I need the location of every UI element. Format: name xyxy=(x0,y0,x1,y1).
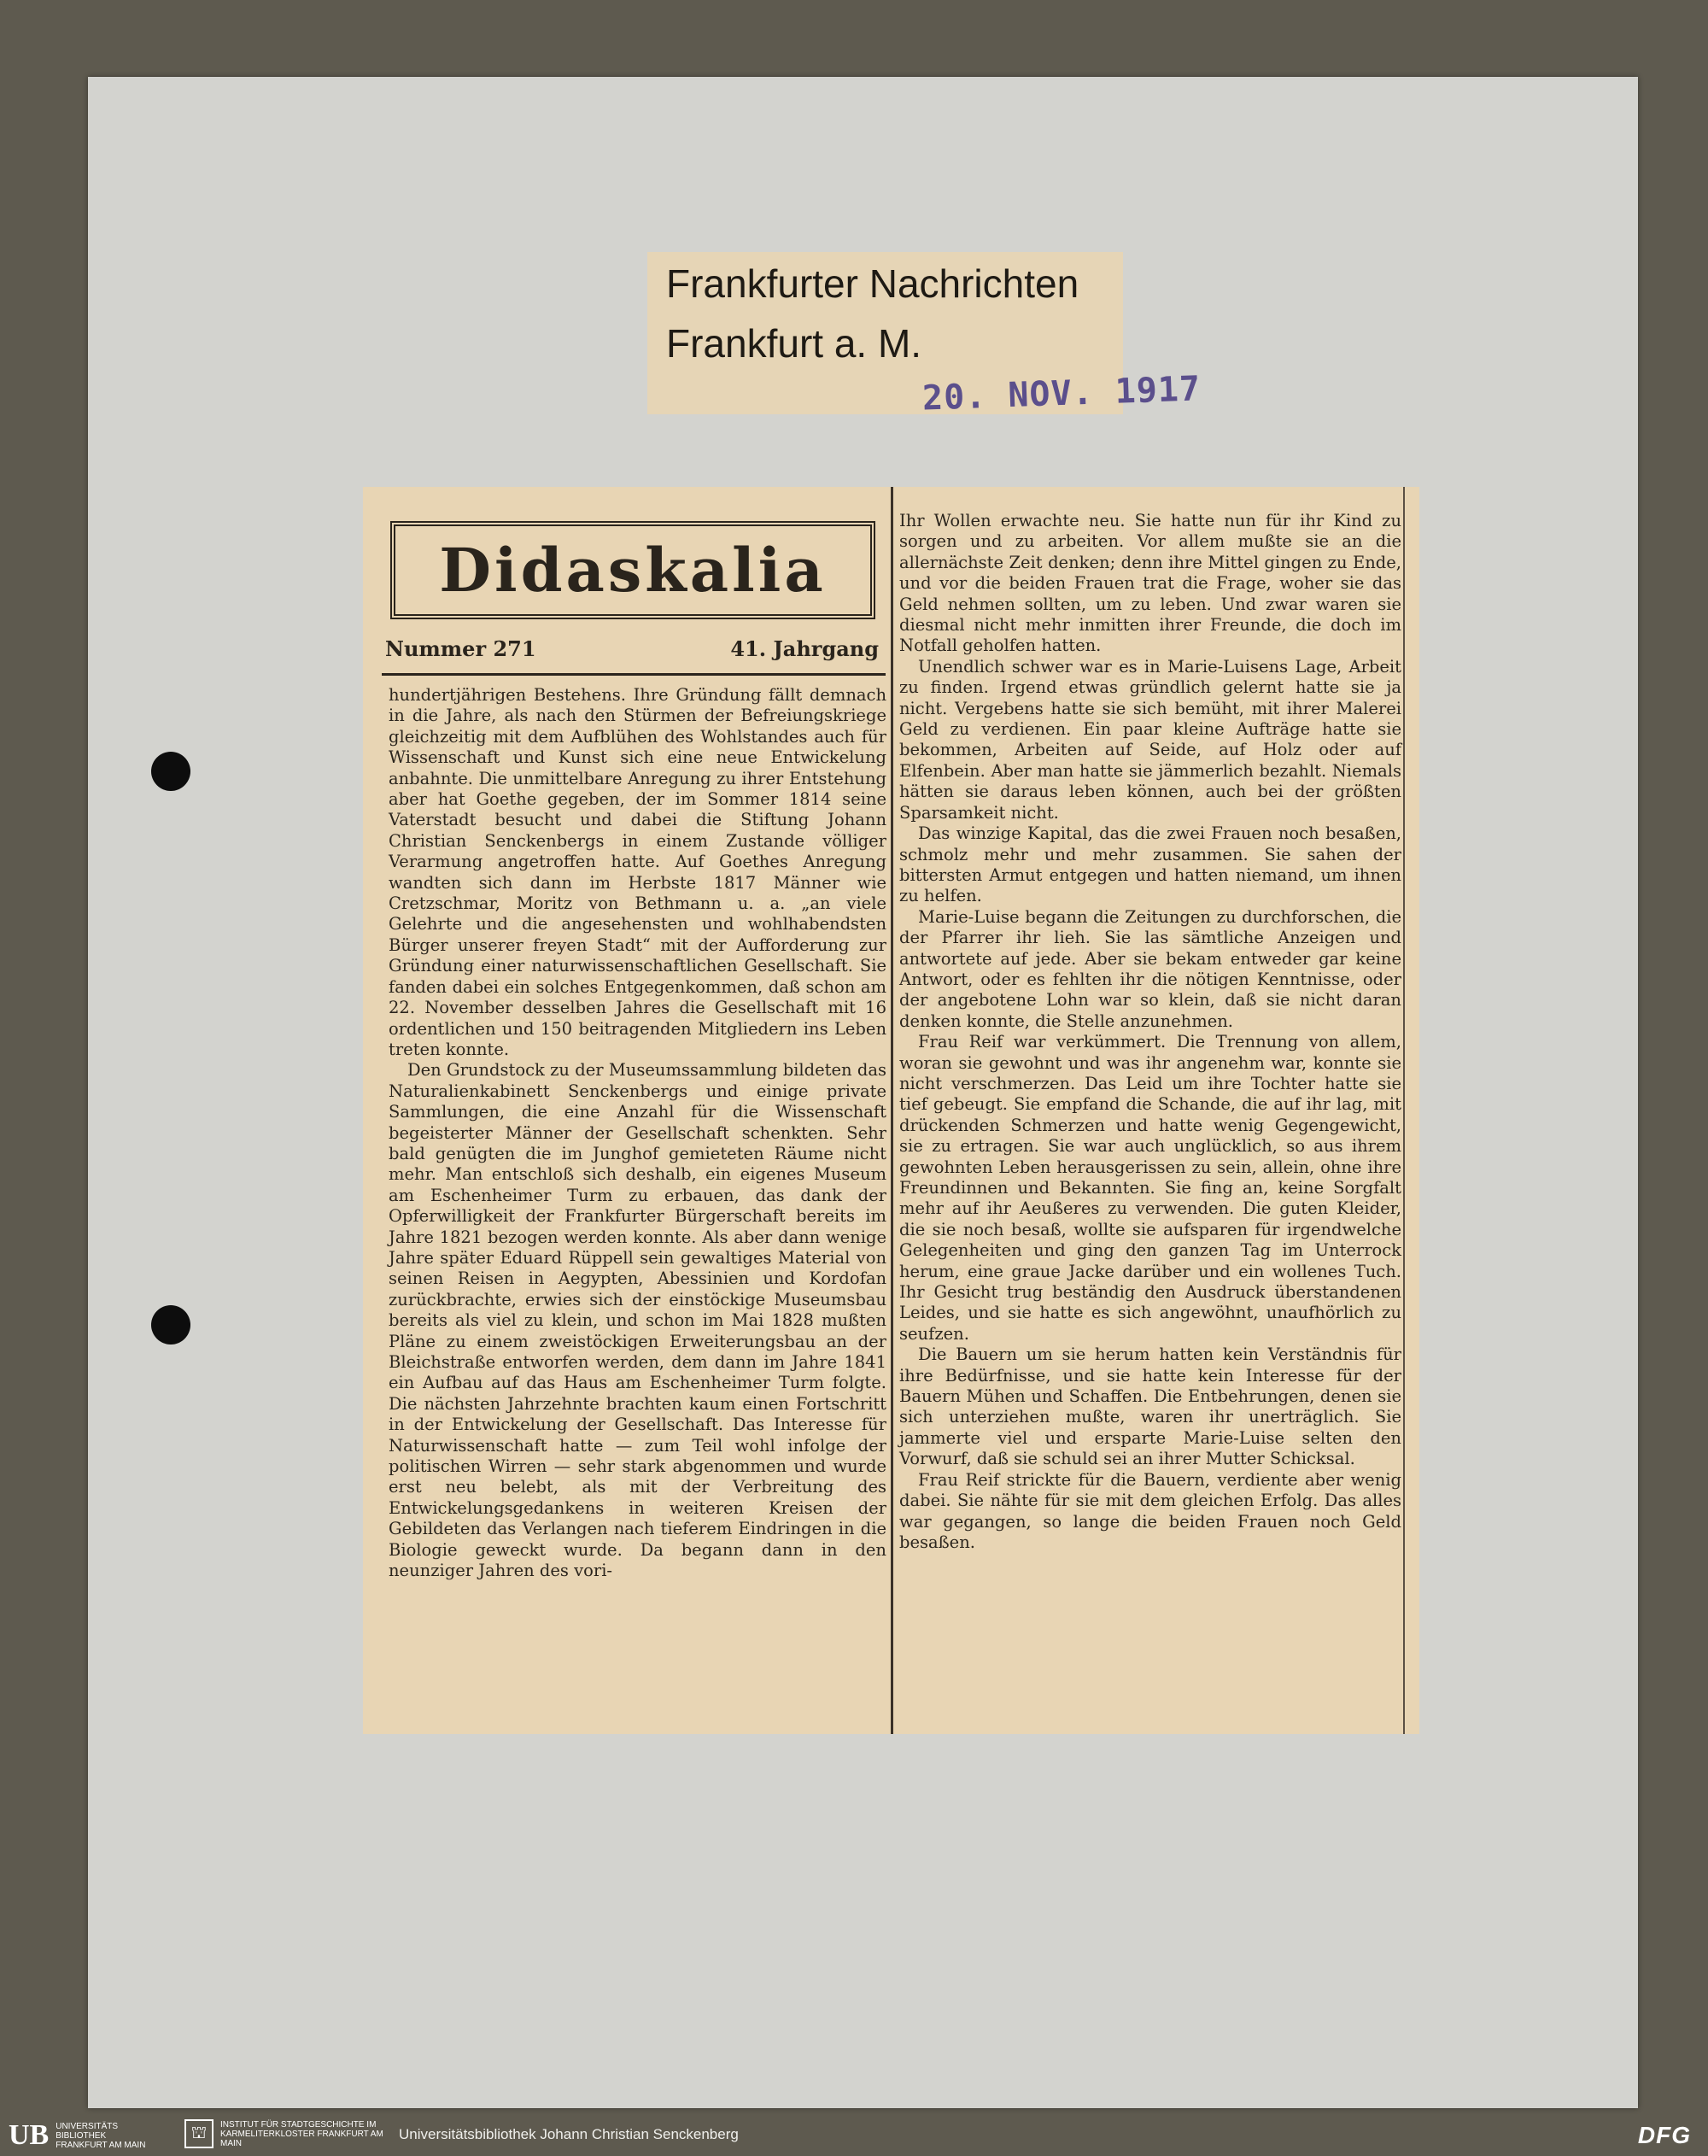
right-article-text xyxy=(899,511,1401,1553)
column-divider xyxy=(891,487,893,1734)
left-article-text xyxy=(389,685,886,1581)
date-stamp: 20. NOV. 1917 xyxy=(921,369,1202,419)
paragraph: Frau Reif war verkümmert. Die Trennung von allem, woran sie gewohnt und was ihr angenehm war, konnte sie nicht verschmerzen. Das Leid um ihre Tochter hatte sie tief gebeugt. Sie empfand die Schande, die auf ihr lag, mit drückenden Schmerzen und hatte wenig Gegengewicht, sie zu ertragen. Sie war auch unglücklich, so aus ihrem gewohnten Leben herausgerissen zu sein, allein, ohne ihre Freundinnen und Bekannten. Sie fing an, keine Sorgfalt mehr auf ihr Aeußeres zu verwenden. Die guten Kleider, die sie noch besaß, wollte sie aufsparen für irgendwelche Gelegenheiten und ging den ganzen Tag im Unterrock herum, eine graue Jacke darüber und ein wollenes Tuch. Ihr Gesicht trug beständig den Ausdruck überstandenen Leides, und sie hatte es sich angewöhnt, unaufhörlich zu seufzen. xyxy=(899,1032,1401,1344)
punch-hole-top xyxy=(151,752,190,791)
paragraph: Den Grundstock zu der Museumssammlung bildeten das Naturalienkabinett Senckenbergs und einige private Sammlungen, die eine Anzahl für die Wissenschaft begeisterter Männer der Gesellschaft schenkten. Sehr bald genügten die im Junghof gemieteten Räume nicht mehr. Man entschloß sich deshalb, ein eigenes Museum am Eschenheimer Turm zu erbauen, das dank der Opferwilligkeit der Frankfurter Bürgerschaft bereits im Jahre 1821 bezogen werden konnte. Als aber dann wenige Jahre später Eduard Rüppell sein gewaltiges Material von seinen Reisen in Aegypten, Abessinien und Kordofan zurückbrachte, erwies sich der einstöckige Museumsbau bereits als viel zu klein, und schon im Mai 1828 mußten Pläne zu einem zweistöckigen Erweiterungsbau an der Bleichstraße entworfen werden, dem dann im Jahre 1841 ein Aufbau auf das Haus am Eschenheimer Turm folgte. Die nächsten Jahrzehnte brachten kaum einen Fortschritt in der Entwickelung der Gesellschaft. Das Interesse für Naturwissenschaft hatte — zum Teil wohl infolge der politischen Wirren — sehr stark abgenommen und wurde erst neu belebt, als mit der Verbreitung des Entwickelungsgedankens in weiteren Kreisen der Gebildeten das Verlangen nach tieferem Eindringen in die Biologie geweckt wurde. Da begann dann in den neunziger Jahren des vori- xyxy=(389,1060,886,1581)
institute-emblem-icon: ⛫ xyxy=(184,2119,214,2148)
paragraph: Unendlich schwer war es in Marie-Luisens Lage, Arbeit zu finden. Irgend etwas gründlich gelernt hatte sie ja nicht. Vergebens hatte sie sich bemüht, mit ihrer Malerei Geld zu verdienen. Ein paar kleine Aufträge hatte sie bekommen, Arbeiten auf Seide, auf Holz oder auf Elfenbein. Aber man hatte sie jämmerlich bezahlt. Niemals hätten sie daraus leben können, auch bei der größten Sparsamkeit nicht. xyxy=(899,656,1401,823)
paragraph: Ihr Wollen erwachte neu. Sie hatte nun für ihr Kind zu sorgen und zu arbeiten. Vor allem mußte sie an die allernächste Zeit denken; denn ihre Mittel gingen zu Ende, und vor die beiden Frauen trat die Frage, woher sie das Geld nehmen sollten, um zu leben. Und zwar waren sie diesmal nicht mehr inmitten ihrer Freunde, die doch im Notfall geholfen hatten. xyxy=(899,511,1401,656)
punch-hole-bottom xyxy=(151,1305,190,1345)
footer-bar xyxy=(0,2114,1708,2156)
ub-logo-text: UNIVERSITÄTS BIBLIOTHEK FRANKFURT AM MAIN xyxy=(56,2121,146,2150)
paragraph: Die Bauern um sie herum hatten kein Verständnis für ihre Bedürfnisse, und sie hatte kein Interesse für der Bauern Mühen und Schaffen. Die Entbehrungen, denen sie sich unterziehen mußte, waren ihr unerträglich. Sie jammerte viel und ersparte Marie-Luise selten den Vorwurf, daß sie schuld sei an ihrer Mutter Schicksal. xyxy=(899,1345,1401,1469)
masthead-rule xyxy=(382,673,886,676)
volume-year: 41. Jahrgang xyxy=(730,636,879,661)
ub-logo[interactable] xyxy=(9,2119,149,2152)
issue-number: Nummer 271 xyxy=(385,636,536,661)
ub-logo-mark: UB xyxy=(9,2119,50,2151)
newspaper-place: Frankfurt a. M. xyxy=(666,321,922,366)
newspaper-name: Frankfurter Nachrichten xyxy=(666,261,1079,306)
masthead-box xyxy=(390,521,875,619)
dfg-logo[interactable]: DFG xyxy=(1637,2122,1691,2148)
paragraph: hundertjährigen Bestehens. Ihre Gründung fällt demnach in die Jahre, als nach den Stürmen der Befreiungskriege gleichzeitig mit dem Aufblühen des Wohlstandes auch für Wissenschaft und Kunst sich eine neue Entwickelung anbahnte. Die unmittelbare Anregung zu ihrer Entstehung aber hat Goethe gegeben, der im Sommer 1814 seine Vaterstadt besucht und dabei die Stiftung Johann Christian Senckenbergs in einem Zustande völliger Verarmung angetroffen hatte. Auf Goethes Anregung wandten sich dann im Herbste 1817 Männer wie Cretzschmar, Moritz von Bethmann u. a. „an viele Gelehrte und die angesehensten und wohlhabendsten Bürger unserer freyen Stadt“ mit der Aufforderung zur Gründung einer naturwissenschaftlichen Gesellschaft. Sie fanden dabei ein solches Entgegenkommen, daß schon am 22. November desselben Jahres die Gesellschaft mit 16 ordentlichen und 150 beitragenden Mitgliedern ins Leben treten konnte. xyxy=(389,685,886,1059)
newspaper-clipping xyxy=(363,487,1419,1734)
masthead-title: Didaskalia xyxy=(439,535,827,606)
paragraph: Marie-Luise begann die Zeitungen zu durchforschen, die der Pfarrer ihr lieh. Sie las sämtliche Anzeigen und antwortete auf jede. Aber sie bekam entweder gar keine Antwort, oder es fehlten ihr die nötigen Kenntnisse, oder der angebotene Lohn war so klein, daß sie nicht daran denken konnte, die Stelle anzunehmen. xyxy=(899,906,1401,1031)
institute-logo-text: INSTITUT FÜR STADTGESCHICHTE IM KARMELITERKLOSTER FRANKFURT AM MAIN xyxy=(220,2119,383,2148)
library-caption: Universitätsbibliothek Johann Christian Senckenberg xyxy=(399,2126,739,2142)
paragraph: Frau Reif strickte für die Bauern, verdiente aber wenig dabei. Sie nähte für sie mit dem gleichen Erfolg. Das alles war gegangen, so lange die beiden Frauen noch Geld besaßen. xyxy=(899,1469,1401,1552)
institute-logo[interactable] xyxy=(184,2119,391,2148)
left-column xyxy=(373,487,886,1734)
paragraph: Das winzige Kapital, das die zwei Frauen noch besaßen, schmolz mehr und mehr zusammen. Sie sahen der bittersten Armut entgegen und hatten niemand, um ihnen zu helfen. xyxy=(899,823,1401,906)
right-edge-rule xyxy=(1403,487,1405,1734)
